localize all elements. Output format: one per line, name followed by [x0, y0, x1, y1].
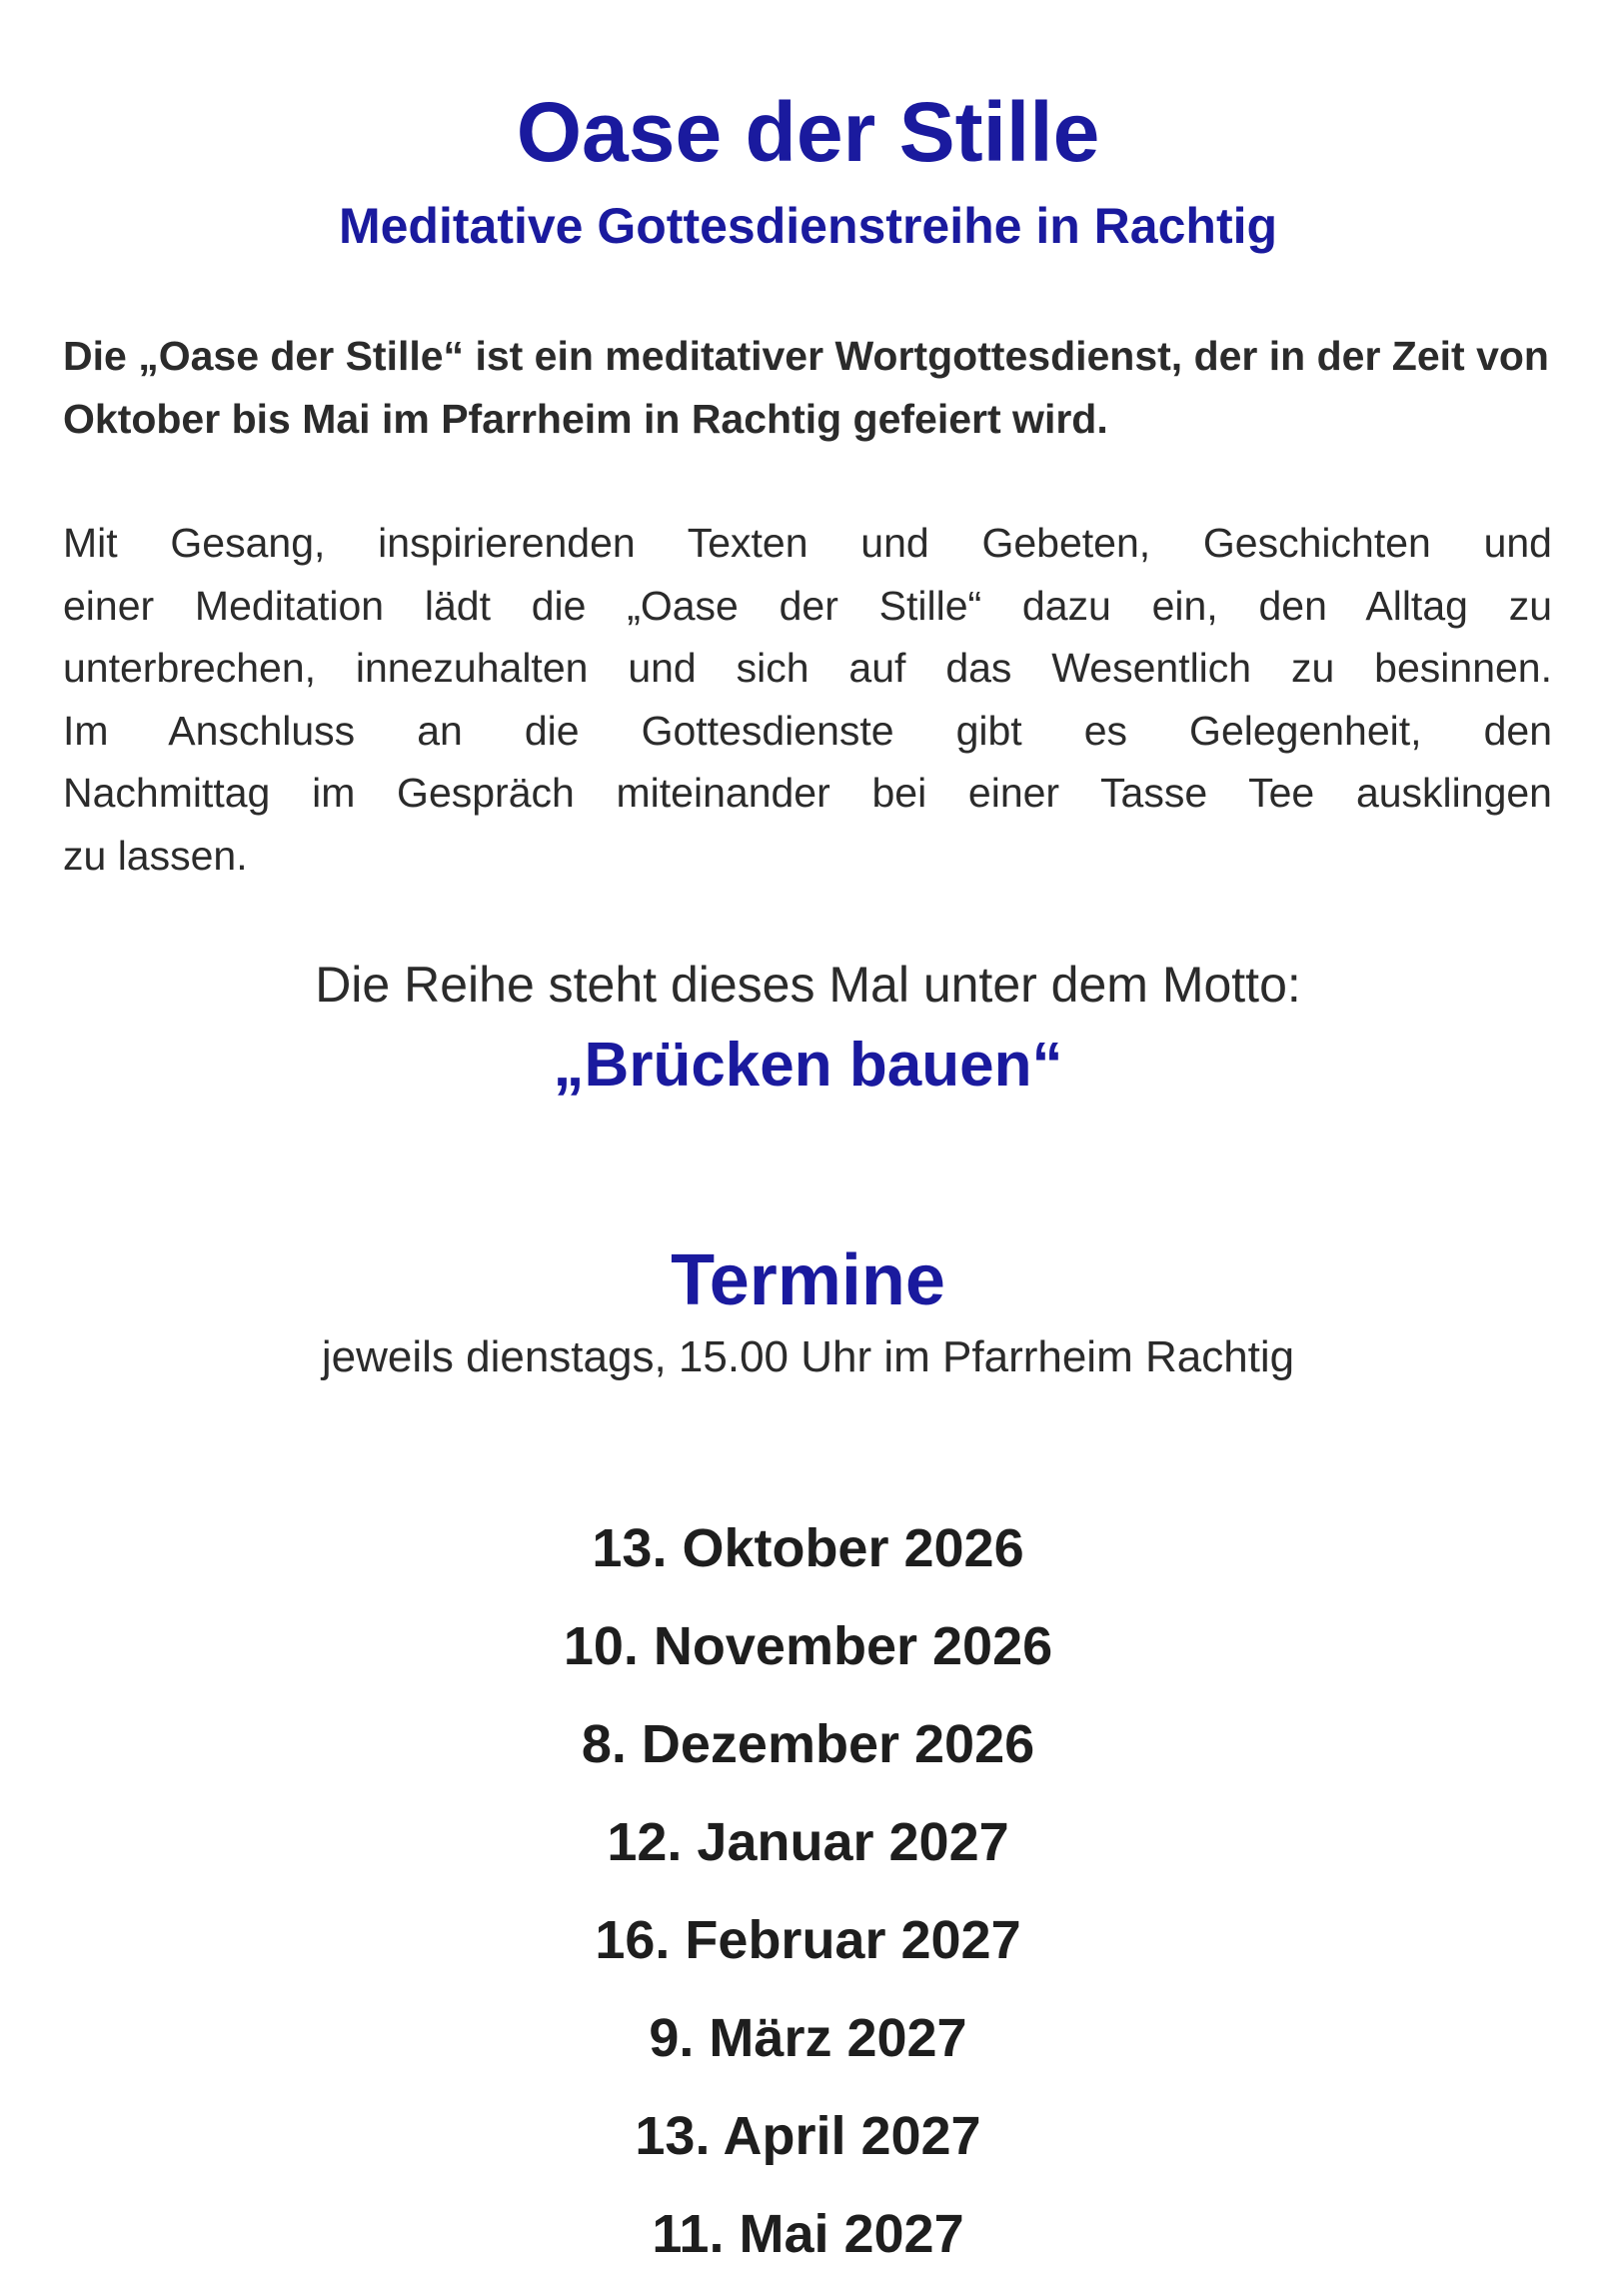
- date-item: 16. Februar 2027: [595, 1910, 1021, 1970]
- page-title: Oase der Stille: [516, 85, 1100, 179]
- description-paragraph: [63, 512, 1552, 887]
- motto-text: „Brücken bauen“: [553, 1031, 1063, 1100]
- date-item: 11. Mai 2027: [652, 2204, 964, 2264]
- page-subtitle: Meditative Gottesdienstreihe in Rachtig: [338, 198, 1278, 254]
- termine-note: jeweils dienstags, 15.00 Uhr im Pfarrheim Rachtig: [321, 1332, 1295, 1381]
- description-line: zu lassen.: [63, 832, 248, 879]
- date-item: 13. April 2027: [635, 2106, 981, 2166]
- dates-list: [0, 1499, 1616, 2283]
- date-item: 9. März 2027: [649, 2008, 967, 2068]
- description-line: Im Anschluss an die Gottesdienste gibt es Gelegenheit, den: [63, 707, 1552, 754]
- date-item: 8. Dezember 2026: [581, 1714, 1035, 1774]
- description-line: Nachmittag im Gespräch miteinander bei einer Tasse Tee ausklingen: [63, 770, 1552, 816]
- date-item: 12. Januar 2027: [607, 1812, 1009, 1872]
- description-line: unterbrechen, innezuhalten und sich auf das Wesentlich zu besinnen.: [63, 645, 1552, 691]
- date-item: 13. Oktober 2026: [592, 1518, 1024, 1578]
- intro-paragraph: Die „Oase der Stille“ ist ein meditativer Wortgottesdienst, der in der Zeit von Oktober bis Mai im Pfarrheim in Rachtig gefeiert wird.: [63, 333, 1549, 442]
- motto-intro: Die Reihe steht dieses Mal unter dem Motto:: [315, 957, 1301, 1013]
- description-line: Mit Gesang, inspirierenden Texten und Gebeten, Geschichten und: [63, 520, 1552, 566]
- termine-heading: Termine: [671, 1240, 945, 1320]
- description-line: einer Meditation lädt die „Oase der Stille“ dazu ein, den Alltag zu: [63, 582, 1552, 629]
- date-item: 10. November 2026: [563, 1616, 1053, 1676]
